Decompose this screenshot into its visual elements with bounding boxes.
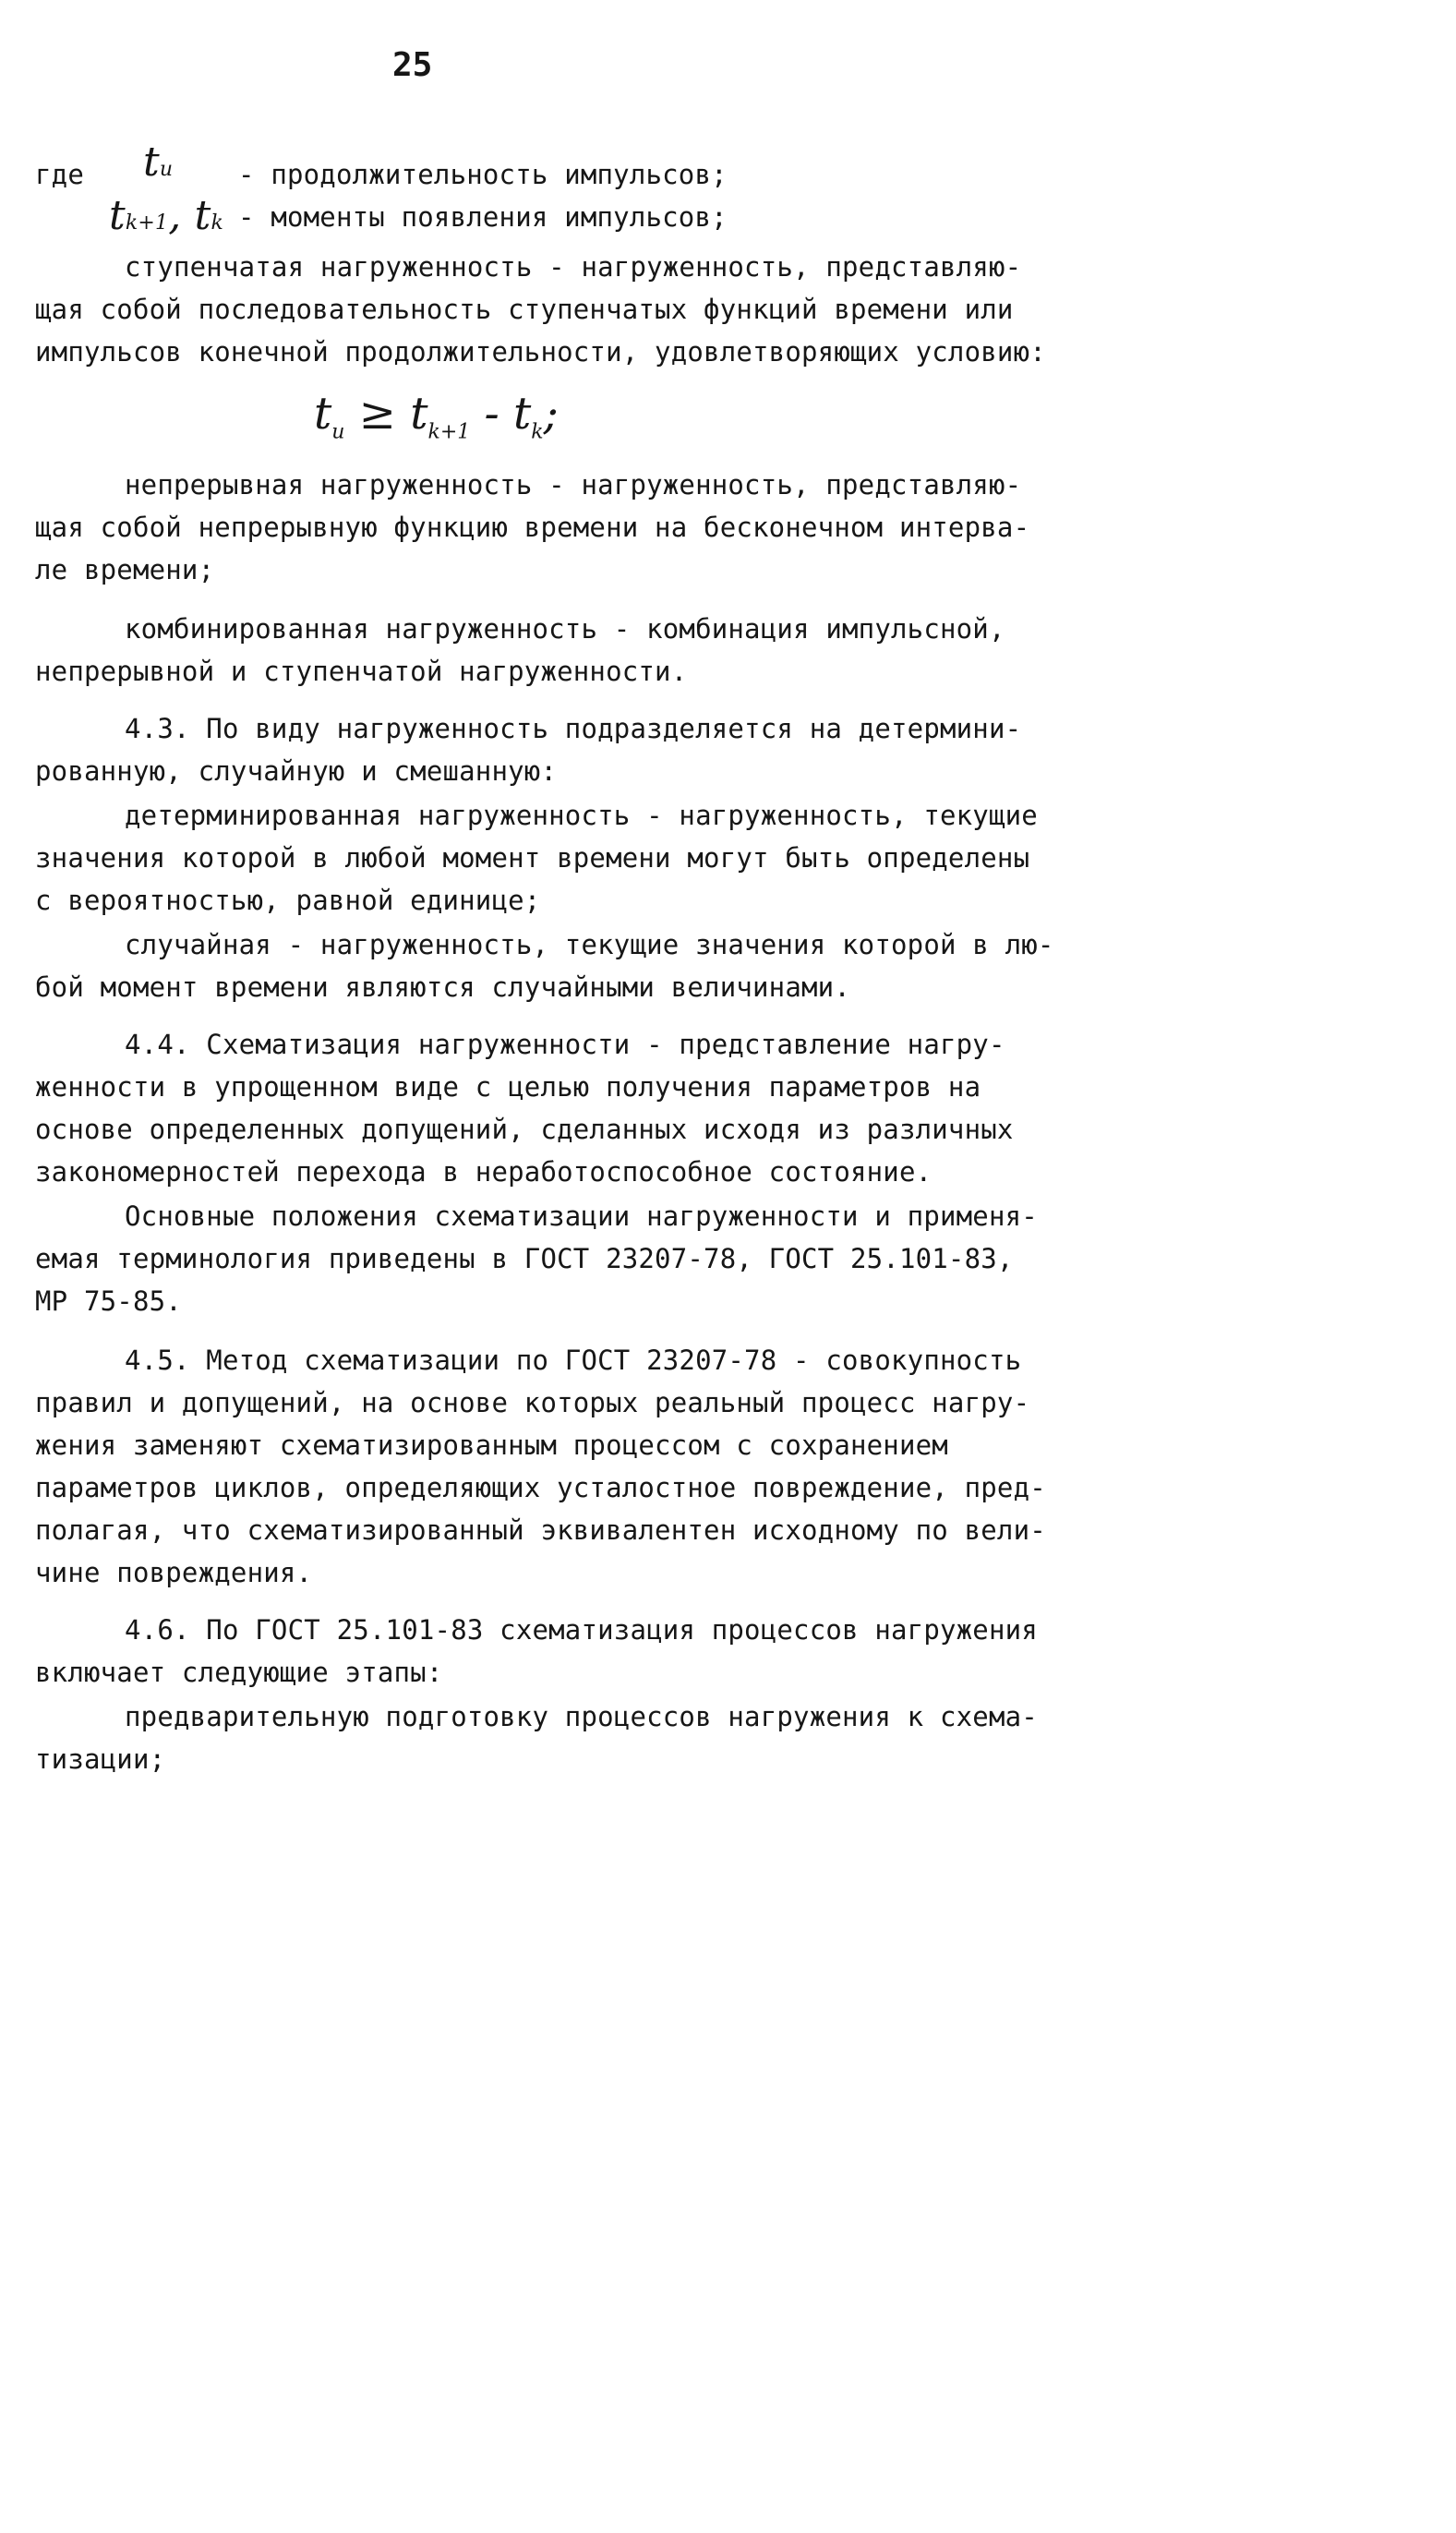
text-line: 4.6. По ГОСТ 25.101-83 схематизация процессов нагружения — [125, 1614, 1038, 1646]
text-line: тизации; — [35, 1743, 166, 1775]
text-line: МР 75-85. — [35, 1285, 182, 1317]
text-line: щая собой последовательность ступенчатых функций времени или — [35, 294, 1014, 325]
text-line: правил и допущений, на основе которых реальный процесс нагру- — [35, 1387, 1030, 1418]
text-line: 4.5. Метод схематизации по ГОСТ 23207-78 - совокупность — [125, 1345, 1022, 1376]
text-line: 4.3. По виду нагруженность подразделяется на детермини- — [125, 713, 1022, 744]
text-line: случайная - нагруженность, текущие значения которой в лю- — [125, 929, 1054, 960]
text-line: ступенчатая нагруженность - нагруженность, представляю- — [125, 251, 1022, 283]
text-line: ле времени; — [35, 554, 215, 585]
text-line: комбинированная нагруженность - комбинация импульсной, — [125, 613, 1005, 645]
where-word: где — [35, 159, 84, 190]
symbol-times: tk+1, tk — [109, 192, 224, 239]
text-line: параметров циклов, определяющих усталостное повреждение, пред- — [35, 1472, 1046, 1503]
formula-condition: $t_и \ge t_{k+1} - t_k$; — [314, 388, 559, 444]
text-line: с вероятностью, равной единице; — [35, 885, 541, 916]
text-line: непрерывной и ступенчатой нагруженности. — [35, 656, 688, 687]
text-line: детерминированная нагруженность - нагруженность, текущие — [125, 800, 1038, 831]
text-line: Основные положения схематизации нагруженности и применя- — [125, 1200, 1038, 1232]
text-line: женности в упрощенном виде с целью получения параметров на — [35, 1071, 981, 1103]
text-line: жения заменяют схематизированным процессом с сохранением — [35, 1429, 948, 1461]
symbol-tu: tи — [143, 139, 174, 186]
definition-moments: - моменты появления импульсов; — [238, 201, 728, 233]
text-line: щая собой непрерывную функцию времени на бесконечном интерва- — [35, 512, 1030, 543]
page-number: 25 — [392, 46, 433, 84]
text-line: предварительную подготовку процессов нагружения к схема- — [125, 1701, 1038, 1732]
definition-duration: - продолжительность импульсов; — [238, 159, 728, 190]
text-line: значения которой в любой момент времени могут быть определены — [35, 842, 1030, 874]
text-line: непрерывная нагруженность - нагруженность, представляю- — [125, 469, 1022, 501]
text-line: емая терминология приведены в ГОСТ 23207-78, ГОСТ 25.101-83, — [35, 1243, 1014, 1274]
text-line: рованную, случайную и смешанную: — [35, 755, 558, 787]
text-line: чине повреждения. — [35, 1557, 313, 1588]
text-line: импульсов конечной продолжительности, удовлетворяющих условию: — [35, 336, 1046, 368]
text-line: бой момент времени являются случайными величинами. — [35, 971, 850, 1003]
text-line: полагая, что схематизированный эквивалентен исходному по вели- — [35, 1514, 1046, 1546]
text-line: основе определенных допущений, сделанных исходя из различных — [35, 1114, 1014, 1145]
text-line: закономерностей перехода в неработоспособное состояние. — [35, 1156, 933, 1188]
text-line: включает следующие этапы: — [35, 1657, 443, 1688]
text-line: 4.4. Схематизация нагруженности - представление нагру- — [125, 1029, 1005, 1060]
